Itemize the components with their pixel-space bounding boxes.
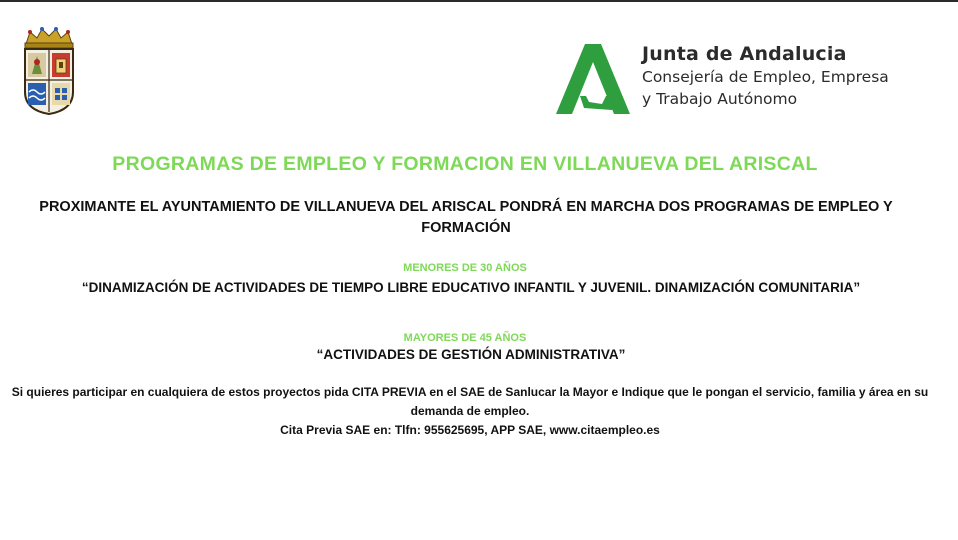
page-title: PROGRAMAS DE EMPLEO Y FORMACION EN VILLANUEVA DEL ARISCAL bbox=[112, 153, 818, 175]
program-1-age-label: MENORES DE 30 AÑOS bbox=[403, 262, 527, 274]
footer-contact-text: Cita Previa SAE en: Tlfn: 955625695, APP SAE, www.citaempleo.es bbox=[280, 423, 660, 437]
program-1-name: “DINAMIZACIÓN DE ACTIVIDADES DE TIEMPO LIBRE EDUCATIVO INFANTIL Y JUVENIL. DINAMIZACIÓN COMUNITARIA” bbox=[81, 280, 861, 295]
logo-title: Junta de Andalucia bbox=[642, 43, 847, 65]
junta-de-andalucia-wordmark bbox=[642, 42, 889, 110]
coat-of-arms-icon bbox=[20, 26, 78, 116]
logo-subtitle-line-1: Consejería de Empleo, Empresa bbox=[642, 68, 889, 86]
top-border bbox=[0, 0, 958, 2]
intro-text: PROXIMANTE EL AYUNTAMIENTO DE VILLANUEVA DEL ARISCAL PONDRÁ EN MARCHA DOS PROGRAMAS DE EMPLEO Y FORMACIÓN bbox=[39, 199, 893, 236]
logo-subtitle-line-2: y Trabajo Autónomo bbox=[642, 90, 798, 108]
program-2-name: “ACTIVIDADES DE GESTIÓN ADMINISTRATIVA” bbox=[316, 347, 626, 362]
footer-participation-text: Si quieres participar en cualquiera de estos proyectos pida CITA PREVIA en el SAE de Sanlucar la Mayor e Indique que le pongan el servicio, familia y área en su demanda de empleo. bbox=[11, 385, 929, 418]
program-2-age-label: MAYORES DE 45 AÑOS bbox=[403, 332, 527, 344]
junta-de-andalucia-logo-icon bbox=[556, 44, 630, 114]
footer-info bbox=[8, 383, 932, 440]
